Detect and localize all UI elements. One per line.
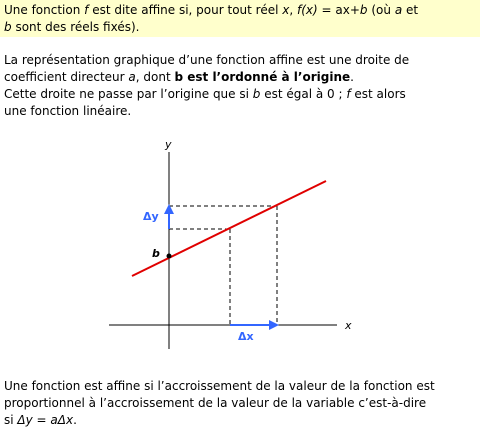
paragraph-text: est égal à 0 ; xyxy=(260,87,347,101)
paragraph-text: Une fonction est affine si l’accroissement de la valeur de la fonction est xyxy=(4,379,435,393)
def-f: f xyxy=(84,3,89,17)
paragraph-text: est alors xyxy=(350,87,406,101)
var-b: b xyxy=(252,87,261,101)
affine-line xyxy=(132,181,326,276)
equation: Δy = aΔx xyxy=(17,413,74,427)
paragraph-text: La représentation graphique d’une fonction affine est une droite de xyxy=(4,53,410,67)
delta-y-label: Δy xyxy=(143,210,159,223)
def-text: est dite affine si, pour tout réel xyxy=(88,3,283,17)
def-text: = ax+ xyxy=(317,3,360,17)
def-text: Une fonction xyxy=(4,3,85,17)
y-axis-label: y xyxy=(165,138,172,151)
def-text: sont des réels fixés). xyxy=(11,20,140,34)
paragraph-text: coefficient directeur xyxy=(4,70,129,84)
paragraph-accroissement xyxy=(4,378,476,429)
def-a: a xyxy=(394,3,403,17)
paragraph-text: , dont xyxy=(135,70,175,84)
b-label: b xyxy=(152,247,160,260)
var-a: a xyxy=(128,70,136,84)
var-f: f xyxy=(346,87,351,101)
intercept-point xyxy=(167,254,172,259)
def-text: , xyxy=(289,3,298,17)
def-x: x xyxy=(282,3,290,17)
paragraph-text: une fonction linéaire. xyxy=(4,104,132,118)
def-fx: f(x) xyxy=(297,3,318,17)
def-b: b xyxy=(4,20,12,34)
def-text: et xyxy=(402,3,419,17)
bold-intercept-text: b est l’ordonné à l’origine xyxy=(174,70,351,84)
delta-x-label: Δx xyxy=(238,330,254,343)
paragraph-text: proportionnel à l’accroissement de la valeur de la variable c’est-à-dire xyxy=(4,396,427,410)
paragraph-text: . xyxy=(73,413,77,427)
x-axis-label: x xyxy=(345,319,352,332)
paragraph-text: . xyxy=(350,70,354,84)
def-text: (où xyxy=(367,3,395,17)
def-b: b xyxy=(359,3,368,17)
paragraph-text: Cette droite ne passe par l’origine que si xyxy=(4,87,253,101)
paragraph-text: si xyxy=(4,413,18,427)
